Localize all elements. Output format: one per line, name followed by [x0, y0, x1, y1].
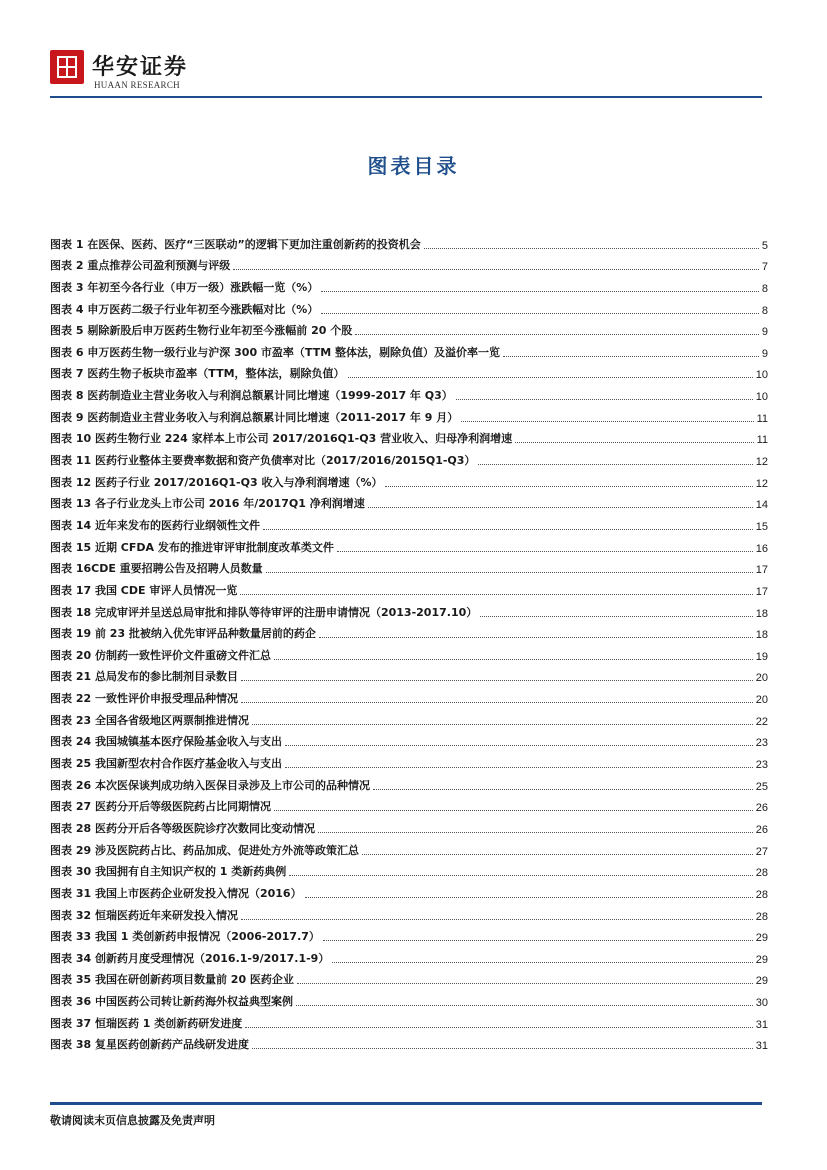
toc-entry[interactable]	[50, 381, 768, 403]
toc-entry-label: 图表 27 医药分开后等级医院药占比同期情况	[50, 800, 271, 814]
toc-entry-label: 图表 6 申万医药生物一级行业与沪深 300 市盈率（TTM 整体法，剔除负值）及溢价率一览	[50, 345, 500, 359]
toc-entry-label: 图表 9 医药制造业主营业务收入与利润总额累计同比增速（2011-2017 年 9 月）	[50, 410, 459, 424]
toc-entry-label: 图表 28 医药分开后各等级医院诊疗次数同比变动情况	[50, 821, 315, 835]
toc-entry-label: 图表 19 前 23 批被纳入优先审评品种数量居前的药企	[50, 627, 316, 641]
toc-leader-dots	[241, 680, 753, 681]
page-header	[0, 0, 827, 100]
toc-entry[interactable]	[50, 598, 768, 620]
toc-entry[interactable]	[50, 403, 768, 425]
toc-entry-page: 16	[755, 542, 768, 555]
toc-leader-dots	[424, 248, 759, 249]
toc-leader-dots	[456, 399, 753, 400]
toc-leader-dots	[362, 854, 753, 855]
toc-entry-page: 23	[755, 737, 768, 750]
toc-entry-page: 18	[755, 629, 768, 642]
toc-entry-label: 图表 2 重点推荐公司盈利预测与评级	[50, 259, 231, 273]
toc-entry[interactable]	[50, 576, 768, 598]
toc-entry-label: 图表 32 恒瑞医药近年来研发投入情况	[50, 908, 238, 922]
toc-entry[interactable]	[50, 663, 768, 685]
toc-entry[interactable]	[50, 1009, 768, 1031]
toc-entry-label: 图表 10 医药生物行业 224 家样本上市公司 2017/2016Q1-Q3 营业收入、归母净利润增速	[50, 432, 513, 446]
toc-entry-page: 31	[755, 1040, 768, 1053]
toc-entry-label: 图表 30 我国拥有自主知识产权的 1 类新药典例	[50, 865, 287, 879]
toc-entry[interactable]	[50, 317, 768, 339]
toc-entry-label: 图表 1 在医保、医药、医疗“三医联动”的逻辑下更加注重创新药的投资机会	[50, 237, 421, 251]
toc-leader-dots	[321, 291, 759, 292]
huaan-logo-icon	[50, 50, 84, 84]
toc-leader-dots	[318, 832, 753, 833]
toc-entry[interactable]	[50, 923, 768, 945]
toc-entry-page: 20	[755, 694, 768, 707]
toc-entry-label: 图表 35 我国在研创新药项目数量前 20 医药企业	[50, 973, 294, 987]
toc-entry-page: 8	[761, 304, 768, 317]
toc-entry[interactable]	[50, 230, 768, 252]
footer-divider	[50, 1102, 762, 1105]
toc-leader-dots	[263, 529, 753, 530]
toc-leader-dots	[332, 962, 752, 963]
toc-entry[interactable]	[50, 273, 768, 295]
toc-entry-page: 18	[755, 607, 768, 620]
toc-entry-page: 11	[756, 412, 768, 425]
toc-entry-page: 26	[755, 823, 768, 836]
toc-entry[interactable]	[50, 793, 768, 815]
toc-leader-dots	[296, 1005, 753, 1006]
brand-name-en: HUAAN RESEARCH	[94, 80, 180, 90]
toc-entry-page: 12	[755, 456, 768, 469]
toc-entry-page: 19	[755, 650, 768, 663]
toc-leader-dots	[241, 919, 753, 920]
toc-leader-dots	[289, 875, 752, 876]
page-title: 图表目录	[367, 154, 460, 178]
toc-leader-dots	[241, 702, 753, 703]
toc-entry-label: 图表 14 近年来发布的医药行业纲领性文件	[50, 518, 260, 532]
toc-entry-label: 图表 29 涉及医院药占比、药品加成、促进处方外流等政策汇总	[50, 843, 359, 857]
toc-leader-dots	[461, 421, 753, 422]
toc-entry[interactable]	[50, 252, 768, 274]
toc-entry-label: 图表 20 仿制药一致性评价文件重磅文件汇总	[50, 648, 271, 662]
toc-entry-page: 25	[755, 780, 768, 793]
toc-leader-dots	[274, 659, 753, 660]
toc-leader-dots	[285, 745, 753, 746]
toc-entry-label: 图表 36 中国医药公司转让新药海外权益典型案例	[50, 995, 293, 1009]
toc-entry-page: 28	[755, 888, 768, 901]
toc-entry-page: 8	[761, 282, 768, 295]
toc-entry-label: 图表 3 年初至今各行业（申万一级）涨跌幅一览（%）	[50, 280, 319, 294]
toc-entry-page: 27	[755, 845, 768, 858]
toc-entry-label: 图表 26 本次医保谈判成功纳入医保目录涉及上市公司的品种情况	[50, 778, 370, 792]
toc-leader-dots	[515, 442, 754, 443]
toc-entry-label: 图表 13 各子行业龙头上市公司 2016 年/2017Q1 净利润增速	[50, 497, 365, 511]
toc-entry[interactable]	[50, 987, 768, 1009]
toc-entry-label: 图表 24 我国城镇基本医疗保险基金收入与支出	[50, 735, 282, 749]
toc-entry[interactable]	[50, 966, 768, 988]
toc-leader-dots	[252, 724, 753, 725]
toc-leader-dots	[305, 897, 753, 898]
toc-leader-dots	[337, 551, 753, 552]
toc-entry[interactable]	[50, 901, 768, 923]
toc-entry-label: 图表 18 完成审评并呈送总局审批和排队等待审评的注册申请情况（2013-2017.10）	[50, 605, 478, 619]
toc-entry[interactable]	[50, 295, 768, 317]
toc-entry-page: 30	[755, 997, 768, 1010]
toc-leader-dots	[503, 356, 759, 357]
toc-leader-dots	[368, 507, 753, 508]
toc-entry-label: 图表 8 医药制造业主营业务收入与利润总额累计同比增速（1999-2017 年 Q3）	[50, 389, 453, 403]
toc-entry-page: 26	[755, 802, 768, 815]
toc-leader-dots	[266, 572, 753, 573]
toc-entry[interactable]	[50, 490, 768, 512]
toc-entry[interactable]	[50, 728, 768, 750]
toc-entry[interactable]	[50, 446, 768, 468]
toc-leader-dots	[252, 1048, 753, 1049]
toc-leader-dots	[274, 810, 753, 811]
toc-leader-dots	[355, 334, 759, 335]
toc-entry-page: 5	[761, 239, 768, 252]
toc-entry-page: 11	[756, 434, 768, 447]
toc-entry-page: 17	[755, 564, 768, 577]
toc-entry-page: 9	[761, 347, 768, 360]
toc-entry-page: 28	[755, 867, 768, 880]
toc-leader-dots	[385, 486, 752, 487]
toc-entry-page: 12	[755, 477, 768, 490]
toc-entry-label: 图表 31 我国上市医药企业研发投入情况（2016）	[50, 886, 302, 900]
toc-entry[interactable]	[50, 468, 768, 490]
toc-entry[interactable]	[50, 749, 768, 771]
toc-leader-dots	[321, 313, 759, 314]
toc-entry[interactable]	[50, 1031, 768, 1053]
toc-entry-label: 图表 5 剔除新股后申万医药生物行业年初至今涨幅前 20 个股	[50, 324, 353, 338]
toc-entry-page: 29	[755, 975, 768, 988]
toc-entry[interactable]	[50, 836, 768, 858]
toc-entry-label: 图表 4 申万医药二级子行业年初至今涨跌幅对比（%）	[50, 302, 319, 316]
toc-leader-dots	[478, 464, 752, 465]
toc-leader-dots	[245, 1027, 752, 1028]
toc-entry-page: 23	[755, 759, 768, 772]
toc-leader-dots	[319, 637, 753, 638]
toc-entry-page: 29	[755, 953, 768, 966]
toc-entry-page: 28	[755, 910, 768, 923]
toc-entry-label: 图表 15 近期 CFDA 发布的推进审评审批制度改革类文件	[50, 540, 334, 554]
toc-entry[interactable]	[50, 338, 768, 360]
toc-leader-dots	[323, 940, 753, 941]
toc-leader-dots	[240, 594, 752, 595]
toc-entry[interactable]	[50, 944, 768, 966]
toc-entry[interactable]	[50, 555, 768, 577]
toc-leader-dots	[348, 377, 753, 378]
toc-entry-label: 图表 37 恒瑞医药 1 类创新药研发进度	[50, 1016, 243, 1030]
toc-entry-label: 图表 7 医药生物子板块市盈率（TTM，整体法，剔除负值）	[50, 367, 345, 381]
toc-entry-label: 图表 11 医药行业整体主要费率数据和资产负债率对比（2017/2016/2015Q1-Q3）	[50, 454, 476, 468]
toc-entry-page: 17	[755, 585, 768, 598]
toc-entry-label: 图表 33 我国 1 类创新药申报情况（2006-2017.7）	[50, 930, 320, 944]
toc-entry-label: 图表 38 复星医药创新药产品线研发进度	[50, 1038, 249, 1052]
toc-leader-dots	[373, 789, 753, 790]
toc-entry-page: 7	[761, 261, 768, 274]
toc-entry-label: 图表 34 创新药月度受理情况（2016.1-9/2017.1-9）	[50, 951, 330, 965]
toc-entry-page: 10	[755, 369, 768, 382]
toc-leader-dots	[233, 269, 759, 270]
table-of-figures	[50, 230, 768, 1052]
header-divider	[50, 96, 762, 98]
toc-entry-label: 图表 16CDE 重要招聘公告及招聘人员数量	[50, 562, 263, 576]
toc-entry-page: 15	[755, 520, 768, 533]
toc-entry-label: 图表 21 总局发布的参比制剂目录数目	[50, 670, 238, 684]
toc-entry[interactable]	[50, 814, 768, 836]
toc-entry-label: 图表 23 全国各省级地区两票制推进情况	[50, 713, 249, 727]
toc-entry[interactable]	[50, 879, 768, 901]
toc-entry-label: 图表 25 我国新型农村合作医疗基金收入与支出	[50, 757, 282, 771]
toc-entry-page: 31	[755, 1018, 768, 1031]
toc-leader-dots	[297, 983, 753, 984]
toc-entry-label: 图表 17 我国 CDE 审评人员情况一览	[50, 583, 238, 597]
toc-entry-page: 9	[761, 326, 768, 339]
toc-entry[interactable]	[50, 706, 768, 728]
toc-entry-page: 22	[755, 715, 768, 728]
toc-entry[interactable]	[50, 511, 768, 533]
toc-entry[interactable]	[50, 684, 768, 706]
toc-entry[interactable]	[50, 425, 768, 447]
toc-entry[interactable]	[50, 641, 768, 663]
brand-name-cn: 华安证券	[92, 54, 189, 80]
toc-entry-page: 14	[755, 499, 768, 512]
toc-leader-dots	[480, 616, 753, 617]
toc-entry-page: 29	[755, 932, 768, 945]
toc-leader-dots	[285, 767, 753, 768]
toc-entry-page: 10	[755, 391, 768, 404]
toc-entry[interactable]	[50, 620, 768, 642]
footer-disclaimer: 敬请阅读末页信息披露及免责声明	[50, 1114, 215, 1127]
toc-entry[interactable]	[50, 360, 768, 382]
toc-entry-label: 图表 12 医药子行业 2017/2016Q1-Q3 收入与净利润增速（%）	[50, 475, 383, 489]
toc-entry[interactable]	[50, 858, 768, 880]
toc-entry-page: 20	[755, 672, 768, 685]
toc-entry[interactable]	[50, 533, 768, 555]
toc-entry[interactable]	[50, 771, 768, 793]
toc-entry-label: 图表 22 一致性评价申报受理品种情况	[50, 692, 238, 706]
